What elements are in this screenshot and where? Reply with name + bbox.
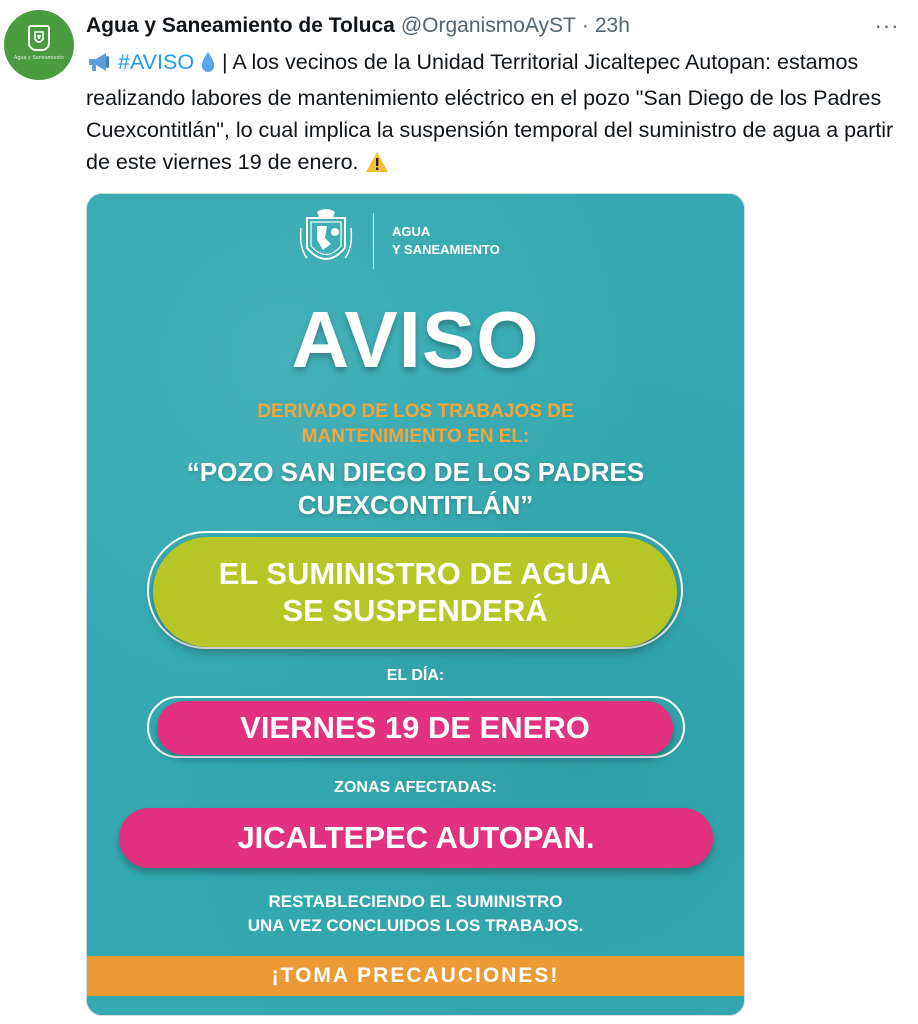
hashtag-link[interactable]: #AVISO bbox=[117, 50, 195, 74]
zone-pill: JICALTEPEC AUTOPAN. bbox=[119, 808, 713, 868]
zones-label: ZONAS AFECTADAS: bbox=[334, 779, 497, 796]
warning-icon bbox=[365, 150, 389, 182]
logo-text bbox=[392, 223, 500, 259]
logo-line-1: AGUA bbox=[392, 224, 431, 239]
organization-logo bbox=[297, 206, 557, 276]
derivado-line-2: MANTENIMIENTO EN EL: bbox=[301, 426, 530, 447]
derivado-line-1: DERIVADO DE LOS TRABAJOS DE bbox=[257, 401, 574, 422]
separator-dot: · bbox=[581, 14, 589, 37]
megaphone-icon bbox=[86, 50, 112, 82]
tweet-header bbox=[86, 11, 908, 41]
droplet-icon bbox=[200, 50, 216, 82]
seal-icon bbox=[28, 25, 50, 51]
coat-of-arms-icon bbox=[297, 208, 355, 274]
tweet-image[interactable] bbox=[86, 193, 745, 1016]
date-label: EL DÍA: bbox=[386, 667, 445, 684]
precaution-banner: ¡TOMA PRECAUCIONES! bbox=[87, 956, 744, 996]
date-pill: VIERNES 19 DE ENERO bbox=[157, 701, 673, 755]
restoration-line-1: RESTABLECIENDO EL SUMINISTRO bbox=[268, 892, 563, 911]
suspension-line-1: EL SUMINISTRO DE AGUA bbox=[218, 556, 612, 591]
avatar-caption: Agua y Saneamiento bbox=[13, 55, 65, 61]
avatar[interactable] bbox=[4, 10, 74, 80]
more-options-icon[interactable]: ··· bbox=[874, 13, 900, 38]
tweet-body: | A los vecinos de la Unidad Territorial Jicaltepec Autopan: estamos realizando labores de mantenimiento eléctrico en el pozo "San Diego de los Padres Cuexcontitlán", lo cual implica la suspensión temporal del suministro de agua a partir de este viernes 19 de enero. bbox=[86, 50, 894, 174]
logo-line-2: Y SANEAMIENTO bbox=[392, 242, 500, 257]
logo-divider bbox=[373, 213, 374, 269]
handle[interactable]: @OrganismoAyST bbox=[400, 14, 576, 37]
suspension-line-2: SE SUSPENDERÁ bbox=[282, 593, 548, 628]
poster-title: AVISO bbox=[291, 295, 540, 384]
timestamp[interactable]: 23h bbox=[594, 14, 630, 37]
pozo-name bbox=[87, 456, 744, 522]
display-name[interactable]: Agua y Saneamiento de Toluca bbox=[86, 14, 395, 37]
tweet-text bbox=[86, 46, 914, 182]
restoration-line-2: UNA VEZ CONCLUIDOS LOS TRABAJOS. bbox=[247, 916, 584, 935]
suspension-pill bbox=[153, 537, 677, 647]
pozo-line-2: CUEXCONTITLÁN” bbox=[297, 490, 534, 520]
derivado-text bbox=[87, 399, 744, 449]
pozo-line-1: “POZO SAN DIEGO DE LOS PADRES bbox=[186, 457, 645, 487]
restoration-note bbox=[87, 890, 744, 938]
